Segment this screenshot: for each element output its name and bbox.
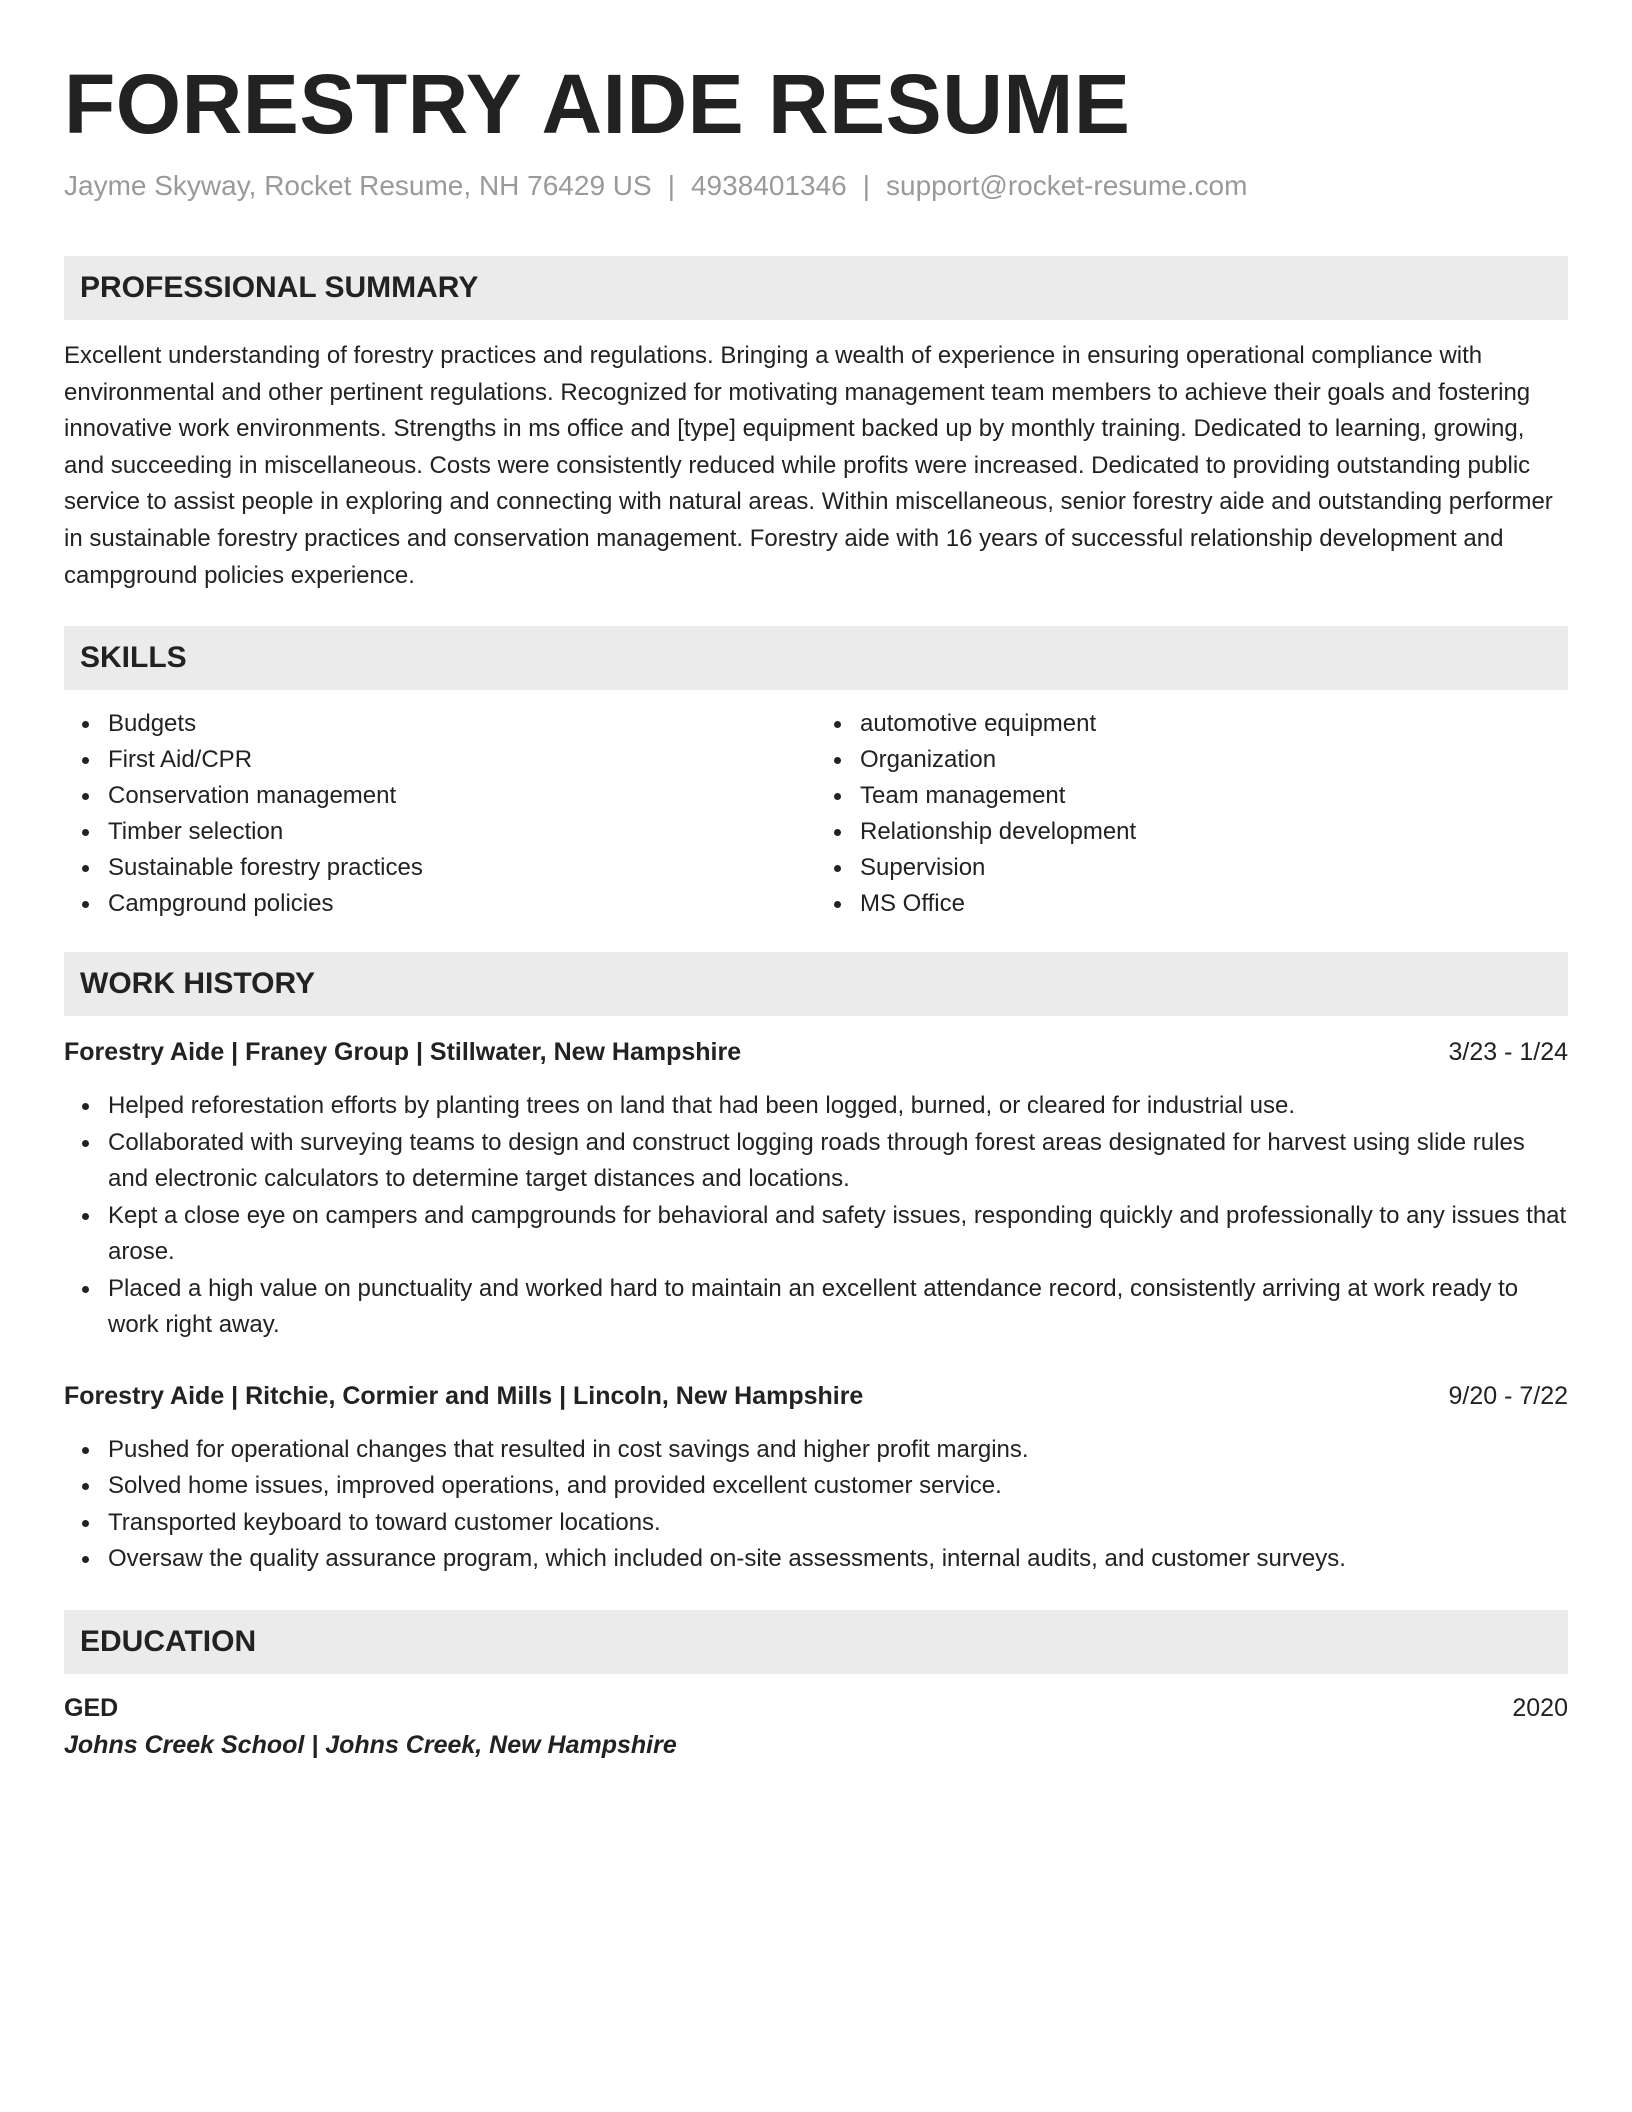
education-year: 2020 (1512, 1693, 1568, 1722)
job-bullet: Kept a close eye on campers and campgrounds for behavioral and safety issues, responding quickly and professionally to any issues that arose. (108, 1198, 1568, 1271)
contact-separator: | (862, 170, 870, 201)
skill-item: Organization (860, 742, 1568, 778)
contact-separator: | (667, 170, 675, 201)
job-dates: 9/20 - 7/22 (1448, 1381, 1568, 1410)
contact-email: support@rocket-resume.com (886, 170, 1248, 201)
job-bullet: Placed a high value on punctuality and worked hard to maintain an excellent attendance record, consistently arriving at work ready to work right away. (108, 1271, 1568, 1344)
contact-line (64, 168, 1568, 204)
job-bullet: Helped reforestation efforts by planting trees on land that had been logged, burned, or cleared for industrial use. (108, 1088, 1568, 1125)
contact-phone: 4938401346 (690, 170, 847, 201)
job-bullets (64, 1088, 1568, 1344)
resume-title: FORESTRY AIDE RESUME (64, 57, 1131, 151)
skill-item: Supervision (860, 850, 1568, 886)
skill-item: First Aid/CPR (108, 742, 816, 778)
job-bullet: Pushed for operational changes that resulted in cost savings and higher profit margins. (108, 1432, 1568, 1469)
work-history-heading: WORK HISTORY (64, 952, 1568, 1016)
skill-item: Sustainable forestry practices (108, 850, 816, 886)
job-title: Forestry Aide | Ritchie, Cormier and Mills | Lincoln, New Hampshire (64, 1381, 864, 1410)
job-bullet: Transported keyboard to toward customer locations. (108, 1505, 1568, 1542)
skill-item: Timber selection (108, 814, 816, 850)
education-heading: EDUCATION (64, 1610, 1568, 1674)
skill-item: MS Office (860, 886, 1568, 922)
job-title: Forestry Aide | Franey Group | Stillwater, New Hampshire (64, 1038, 742, 1067)
job-bullets (64, 1432, 1568, 1578)
skills-heading: SKILLS (64, 626, 1568, 690)
skills-right-column (816, 706, 1568, 922)
job-bullet: Oversaw the quality assurance program, which included on-site assessments, internal audits, and customer surveys. (108, 1541, 1568, 1578)
summary-text: Excellent understanding of forestry practices and regulations. Bringing a wealth of experience in ensuring operational compliance with environmental and other pertinent regulations. Recognized for motivating management team members to achieve their goals and fostering innovative work environments. Strengths in ms office and [type] equipment backed up by monthly training. Dedicated to learning, growing, and succeeding in miscellaneous. Costs were consistently reduced while profits were increased. Dedicated to providing outstanding public service to assist people in exploring and connecting with natural areas. Within miscellaneous, senior forestry aide and outstanding performer in sustainable forestry practices and conservation management. Forestry aide with 16 years of successful relationship development and campground policies experience. (64, 342, 1553, 589)
job-dates: 3/23 - 1/24 (1448, 1038, 1568, 1067)
skill-item: Campground policies (108, 886, 816, 922)
skill-item: Budgets (108, 706, 816, 742)
skill-item: automotive equipment (860, 706, 1568, 742)
job-bullet: Collaborated with surveying teams to design and construct logging roads through forest areas designated for harvest using slide rules and electronic calculators to determine target distances and locations. (108, 1125, 1568, 1198)
job-header (64, 1378, 1568, 1414)
contact-address: Jayme Skyway, Rocket Resume, NH 76429 US (64, 170, 652, 201)
education-degree: GED (64, 1693, 119, 1722)
education-school: Johns Creek School | Johns Creek, New Hampshire (64, 1730, 677, 1759)
job-bullet: Solved home issues, improved operations, and provided excellent customer service. (108, 1468, 1568, 1505)
summary-heading: PROFESSIONAL SUMMARY (64, 256, 1568, 320)
skills-grid (64, 706, 1568, 922)
skill-item: Team management (860, 778, 1568, 814)
skill-item: Conservation management (108, 778, 816, 814)
education-header (64, 1690, 1568, 1726)
skills-left-column (64, 706, 816, 922)
skill-item: Relationship development (860, 814, 1568, 850)
job-header (64, 1034, 1568, 1070)
